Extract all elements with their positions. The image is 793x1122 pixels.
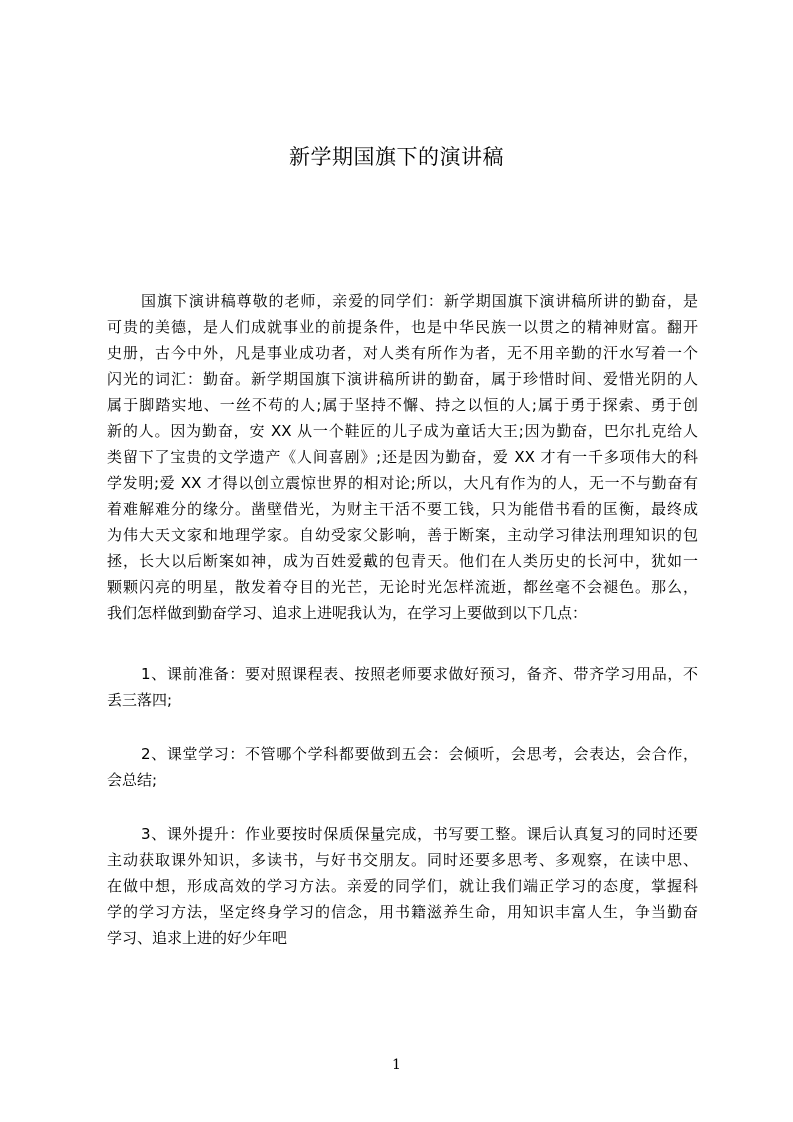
- paragraph-line: 国旗下演讲稿尊敬的老师，亲爱的同学们：新学期国旗下演讲稿所讲的勤奋，是: [141, 292, 698, 310]
- paragraph-line: 学的学习方法，坚定终身学习的信念，用书籍滋养生命，用知识丰富人生，争当勤奋: [107, 903, 698, 921]
- paragraph-line: 新的人。因为勤奋，安 XX 从一个鞋匠的儿子成为童话大王;因为勤奋，巴尔扎克给人: [107, 422, 698, 440]
- paragraph-line: 学发明;爱 XX 才得以创立震惊世界的相对论;所以，大凡有作为的人，无一不与勤奋有: [107, 474, 698, 492]
- paragraph-line: 在做中想，形成高效的学习方法。亲爱的同学们，就让我们端正学习的态度，掌握科: [107, 877, 698, 895]
- paragraph-line: 为伟大天文家和地理学家。自幼受家父影响，善于断案，主动学习律法刑理知识的包: [107, 526, 698, 544]
- paragraph-line: 主动获取课外知识，多读书，与好书交朋友。同时还要多思考、多观察，在读中思、: [107, 851, 698, 869]
- paragraph-line: 闪光的词汇：勤奋。新学期国旗下演讲稿所讲的勤奋，属于珍惜时间、爱惜光阴的人: [107, 370, 698, 388]
- paragraph-line: 3、课外提升：作业要按时保质保量完成，书写要工整。课后认真复习的同时还要: [141, 825, 698, 843]
- paragraph-line: 学习、追求上进的好少年吧: [107, 929, 288, 947]
- paragraph-line: 着难解难分的缘分。凿壁借光，为财主干活不要工钱，只为能借书看的匡衡，最终成: [107, 500, 698, 518]
- document-title: 新学期国旗下的演讲稿: [289, 145, 504, 169]
- page-number: 1: [392, 1057, 401, 1073]
- paragraph-line: 会总结;: [107, 771, 158, 789]
- paragraph-line: 属于脚踏实地、一丝不苟的人;属于坚持不懈、持之以恒的人;属于勇于探索、勇于创: [107, 396, 698, 414]
- paragraph-line: 丢三落四;: [107, 691, 173, 709]
- paragraph-line: 类留下了宝贵的文学遗产《人间喜剧》;还是因为勤奋，爱 XX 才有一千多项伟大的科: [107, 448, 698, 466]
- paragraph-line: 2、课堂学习：不管哪个学科都要做到五会：会倾听，会思考，会表达，会合作，: [141, 745, 698, 763]
- paragraph-line: 1、课前准备：要对照课程表、按照老师要求做好预习，备齐、带齐学习用品，不: [141, 665, 698, 683]
- paragraph-line: 我们怎样做到勤奋学习、追求上进呢我认为，在学习上要做到以下几点：: [107, 604, 588, 622]
- paragraph-line: 可贵的美德，是人们成就事业的前提条件，也是中华民族一以贯之的精神财富。翻开: [107, 318, 698, 336]
- paragraph-line: 拯，长大以后断案如神，成为百姓爱戴的包青天。他们在人类历史的长河中，犹如一: [107, 552, 698, 570]
- paragraph-line: 史册，古今中外，凡是事业成功者，对人类有所作为者，无不用辛勤的汗水写着一个: [107, 344, 698, 362]
- paragraph-line: 颗颗闪亮的明星，散发着夺目的光芒，无论时光怎样流逝，都丝毫不会褪色。那么，: [107, 578, 698, 596]
